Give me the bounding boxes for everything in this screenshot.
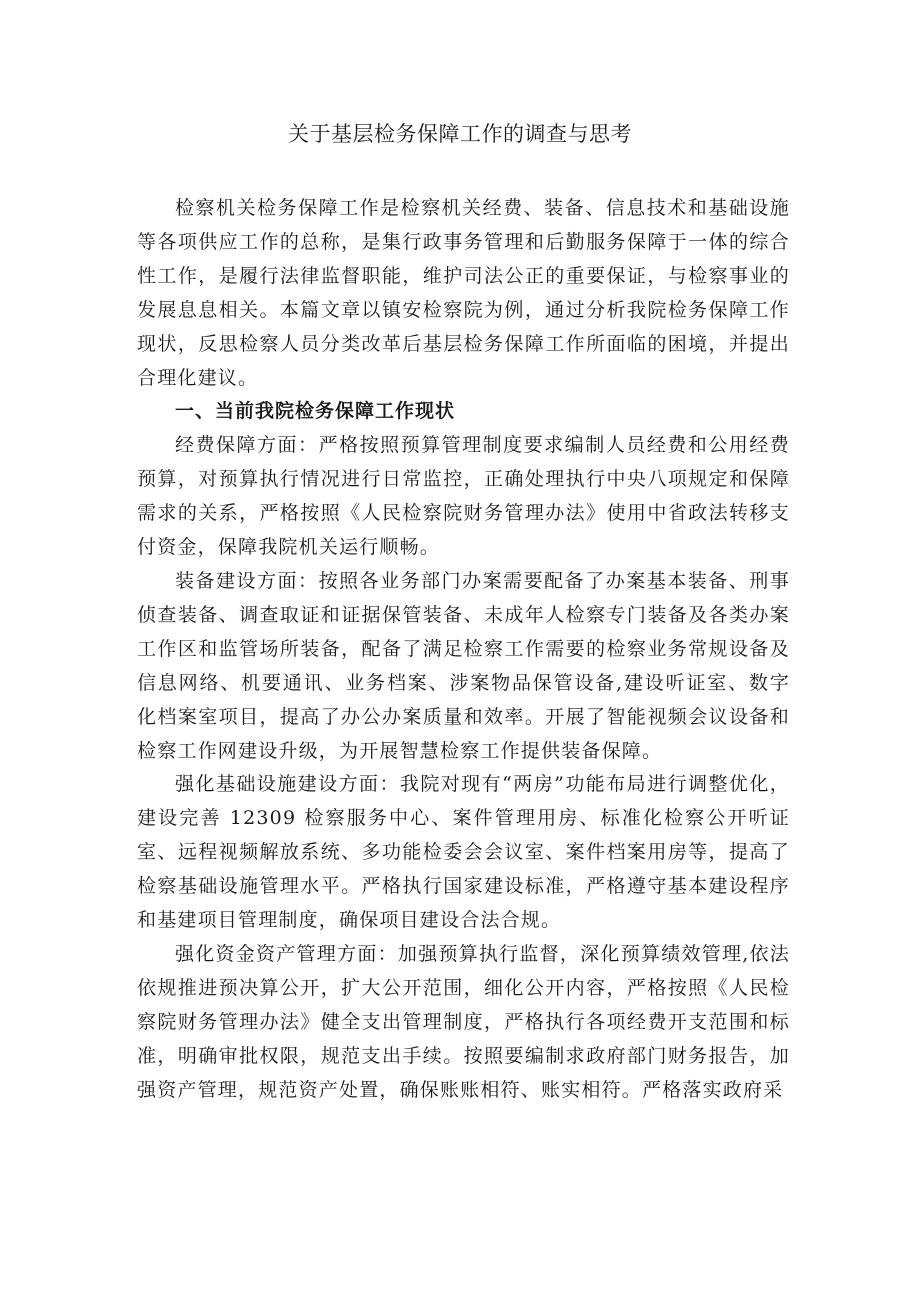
intro-paragraph: 检察机关检务保障工作是检察机关经费、装备、信息技术和基础设施等各项供应工作的总称，是集行政事务管理和后勤服务保障于一体的综合性工作，是履行法律监督职能，维护司法公正的重要保证，与检察事业的发展息息相关。本篇文章以镇安检察院为例，通过分析我院检务保障工作现状，反思检察人员分类改革后基层检务保障工作所面临的困境，并提出合理化建议。 [137,197,790,389]
document-body [137,192,790,1107]
paragraph-funding: 经费保障方面：严格按照预算管理制度要求编制人员经费和公用经费预算，对预算执行情况进行日常监控，正确处理执行中央八项规定和保障需求的关系，严格按照《人民检察院财务管理办法》使用中省政法转移支付资金，保障我院机关运行顺畅。 [137,434,790,559]
section-heading: 一、当前我院检务保障工作现状 [175,400,456,423]
paragraph-infrastructure: 强化基础设施建设方面：我院对现有“两房”功能布局进行调整优化，建设完善 12309 检察服务中心、案件管理用房、标准化检察公开听证室、远程视频解放系统、多功能检委会会议室、案件档案用房等，提高了检察基础设施管理水平。严格执行国家建设标准，严格遵守基本建设程序和基建项目管理制度，确保项目建设合法合规。 [137,773,790,932]
paragraph-equipment: 装备建设方面：按照各业务部门办案需要配备了办案基本装备、刑事侦查装备、调查取证和证据保管装备、未成年人检察专门装备及各类办案工作区和监管场所装备，配备了满足检察工作需要的检察业务常规设备及信息网络、机要通讯、业务档案、涉案物品保管设备,建设听证室、数字化档案室项目，提高了办公办案质量和效率。开展了智能视频会议设备和检察工作网建设升级，为开展智慧检察工作提供装备保障。 [137,569,790,762]
page-title: 关于基层检务保障工作的调查与思考 [288,122,632,146]
paragraph-assets: 强化资金资产管理方面：加强预算执行监督，深化预算绩效管理,依法依规推进预决算公开，扩大公开范围，细化公开内容，严格按照《人民检察院财务管理办法》健全支出管理制度，严格执行各项经费开支范围和标准，明确审批权限，规范支出手续。按照要编制求政府部门财务报告，加强资产管理，规范资产处置，确保账账相符、账实相符。严格落实政府采 [137,942,790,1101]
